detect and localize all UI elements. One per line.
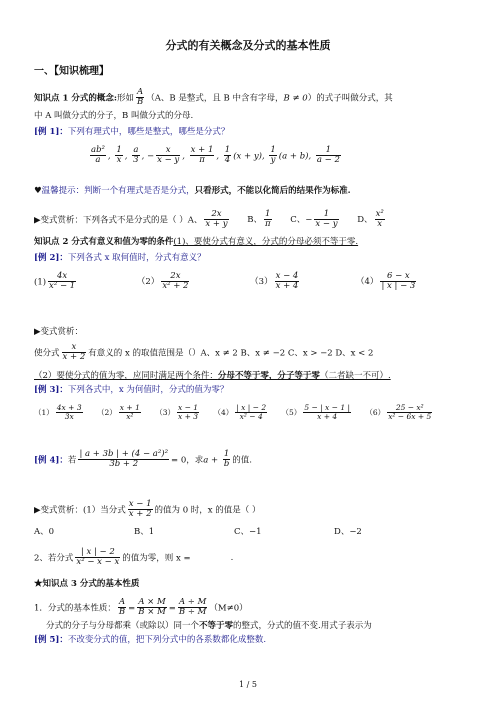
- var1-line: ▶变式赏析：下列各式不是分式的是（ ）A、 $\frac{2x}{x + y}$ B、 $\frac{1}{\pi}$ C、− $\frac{1}{x - y}$ D、 $\frac{\text{x²}}{x}$: [34, 209, 384, 230]
- kp2-text: (1)、要使分式有意义，分式的分母必须不等于零.: [173, 237, 359, 247]
- kp1-label: 知识点 1 分式的概念:: [34, 93, 117, 104]
- kp1-fraction: $\frac{A}{B}$: [137, 87, 144, 108]
- ex2-text: 下列各式 x 取何值时，分式有意义？: [67, 253, 206, 263]
- option-c: C、−1: [234, 527, 262, 537]
- tip-line: [34, 187, 351, 197]
- kp3-rule-b: （M≠0）: [209, 603, 248, 614]
- option-d: D、−2: [334, 527, 362, 537]
- kp1-line: [34, 88, 393, 108]
- heart-icon: ♥: [34, 186, 42, 196]
- ex1-text: 下列有理式中，哪些是整式，哪些是分式？: [67, 127, 230, 137]
- kp3-rule: 1．分式的基本性质： $\frac{A}{B}$ = $\frac{A \times M}{B \times M}$ = $\frac{A \div M}{B \div M}$ （M≠0）: [34, 597, 248, 618]
- kp3-label: ★知识点 3 分式的基本性质: [34, 579, 140, 589]
- ex4-line: [例 4]：若 $\frac{\text{| a + 3b | + (4 − a²)²}}{3b + 2}$ = 0，求a + $\frac{1}{b}$ 的值.: [34, 449, 252, 470]
- kp1-line2: 中 A 叫做分式的分子，B 叫做分式的分母.: [34, 111, 194, 121]
- ex5-label: [例 5]：: [34, 635, 68, 645]
- ex4-label: [例 4]：: [34, 455, 68, 466]
- var1-text: ▶变式赏析：下列各式不是分式的是（ ）A、: [34, 215, 203, 226]
- kp1-text-b: （A、B 是整式，且 B 中含有字母，: [146, 93, 284, 104]
- var2-text-a: 使分式: [34, 348, 60, 359]
- ex1-label: [例 1]：: [34, 127, 68, 137]
- kp3-text: [46, 622, 372, 632]
- var3-text-b: 的值为 0 时，x 的值是（ ）: [154, 505, 261, 516]
- kp3-text-b: 不等于零: [199, 621, 234, 631]
- kp3-text-a: 分式的分子与分母都乘（或除以）同一个: [46, 621, 200, 631]
- page-title: 分式的有关概念及分式的基本性质: [165, 39, 331, 52]
- ex2-label: [例 2]：: [34, 253, 68, 263]
- var3-text-c: 2、若分式: [34, 553, 74, 564]
- option-a: A、0: [34, 527, 55, 537]
- var3-line3: 2、若分式 $\frac{| x | - 2}{\text{x² − x − x}}$ 的值为零，则 x = .: [34, 547, 234, 568]
- var3-text-a: ▶变式赏析：(1）当分式: [34, 505, 126, 516]
- cond2-text-b: 分母不等于零，分子等于零: [217, 371, 320, 381]
- ex2-line: [34, 254, 206, 264]
- page-number: 1 / 5: [239, 680, 257, 689]
- var3-text-e: .: [230, 553, 234, 564]
- ex5-text: 不改变分式的值，把下列分式中的各系数都化成整数.: [67, 635, 267, 645]
- ex4-text-a: 若: [67, 455, 77, 466]
- kp1-text-c: ）的式子叫做分式，其: [307, 93, 393, 104]
- var3-text-d: 的值为零，则 x =: [122, 553, 191, 564]
- cond2-text-a: （2）要使分式的值为零，应同时满足两个条件：: [34, 371, 218, 381]
- ex1-line: [34, 128, 229, 138]
- var3-options: [34, 528, 454, 538]
- kp2-label: 知识点 2 分式有意义和值为零的条件: [34, 237, 174, 247]
- tip-text-a: 温馨提示：判断一个有理式是否是分式，: [41, 186, 195, 196]
- kp1-cond: B ≠ 0: [283, 93, 308, 104]
- tip-text-b: 只看形式，不能以化简后的结果作为标准.: [194, 186, 351, 196]
- var2-text-b: 有意义的 x 的取值范围是（）A、x ≠ 2 B、x ≠ −2 C、x > −2 D、x < 2: [88, 348, 374, 359]
- ex2-items: (1) $\frac{4x}{\text{x² − 1}}$ （2） $\frac{2x}{\text{x² + 2}}$ （3） $\frac{x - 4}{x + 4}$ （4） $\frac{6 - x}{| x | - 3}$: [34, 271, 416, 292]
- var3-line1: ▶变式赏析：(1）当分式 $\frac{x - 1}{x + 2}$ 的值为 0 时，x 的值是（ ）: [34, 499, 261, 520]
- cond2-text-c: （二者缺一不可）.: [319, 371, 391, 381]
- ex3-line: [34, 386, 228, 396]
- kp2-line: [34, 238, 358, 248]
- cond2-line: [34, 372, 391, 382]
- kp1-text-a: 形如: [116, 93, 134, 104]
- kp3-text-c: 的整式，分式的值不变.用式子表示为: [233, 621, 372, 631]
- ex3-text: 下列各式中，x 为何值时，分式的值为零？: [67, 385, 229, 395]
- option-b: B、1: [134, 527, 155, 537]
- ex4-text-c: 的值.: [232, 455, 252, 466]
- kp3-rule-a: 1．分式的基本性质：: [34, 603, 116, 614]
- ex4-text-b: = 0，求: [171, 455, 204, 466]
- section-heading: 一、【知识梳理】: [34, 66, 109, 77]
- var2-line2: 使分式 $\frac{x}{x + 2}$ 有意义的 x 的取值范围是（）A、x ≠ 2 B、x ≠ −2 C、x > −2 D、x < 2: [34, 342, 374, 363]
- ex1-items: $\frac{\text{ab²}}{a}$ , $\frac{1}{x}$ , $\frac{a}{3}$ , − $\frac{x}{x - y}$ , $\frac{x + 1}{\pi}$ , $\frac{1}{4}$ (x + y), $\frac{1}{y}$ (a + b), $\frac{1}{a - 2}$: [91, 145, 340, 166]
- ex3-items: （1） $\frac{4x + 3}{3x}$ （2） $\frac{x + 1}{\text{x²}}$ （3） $\frac{x - 1}{x + 3}$ （4） $\frac{| x | - 2}{\text{x² − 4}}$ （5） $\frac{5 - | x - 1 |}{x + 4}$ （6） $\frac{\text{25 − x²}}{\text{x² − 6x + 5}}$: [34, 403, 432, 422]
- ex5-line: [34, 636, 266, 646]
- ex3-label: [例 3]：: [34, 385, 68, 395]
- var2-line1: ▶变式赏析：: [34, 327, 84, 337]
